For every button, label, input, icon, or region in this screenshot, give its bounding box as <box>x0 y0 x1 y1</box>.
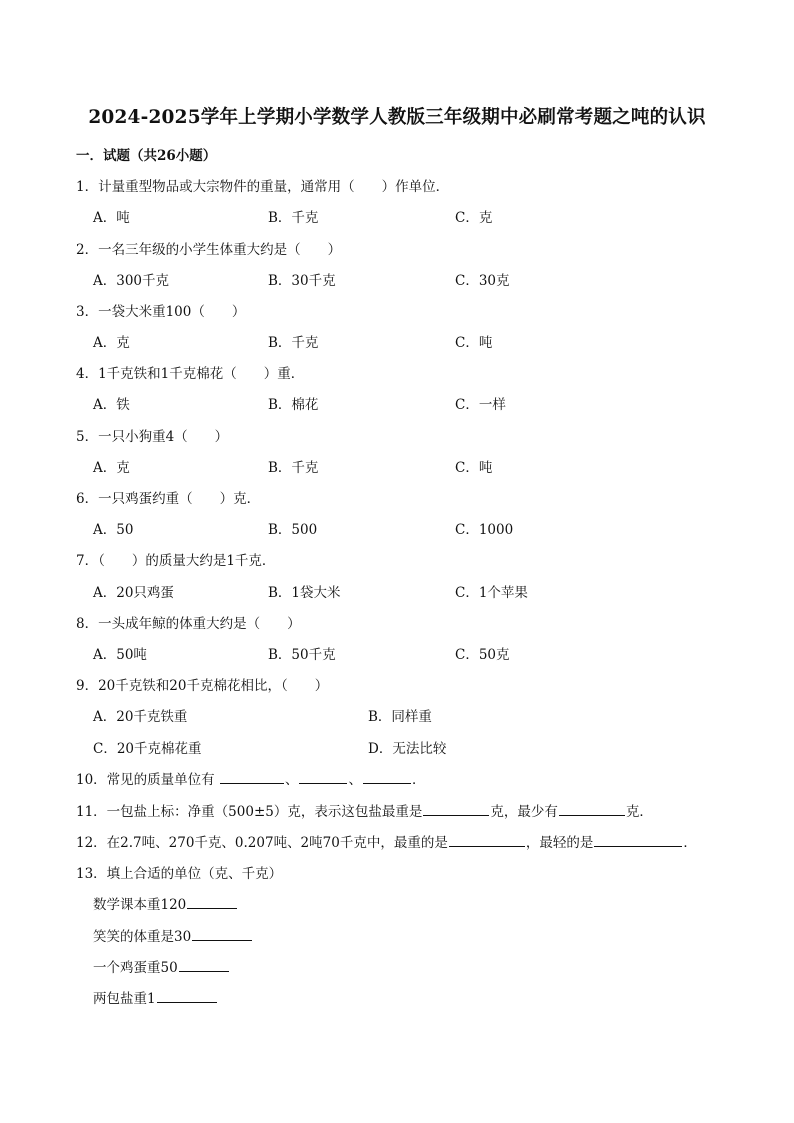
question-13: 13．填上合适的单位（克、千克） <box>76 866 283 882</box>
q10-separator-1: 、 <box>284 772 299 788</box>
q13-item-3 <box>93 956 230 976</box>
q9-option-b[interactable]: B．同样重 <box>368 709 432 725</box>
page-title: 2024-2025学年上学期小学数学人教版三年级期中必刷常考题之吨的认识 <box>88 107 706 128</box>
q2-option-b[interactable]: B．30千克 <box>268 273 336 289</box>
q10-separator-2: 、 <box>348 772 362 788</box>
q13-item-2 <box>93 925 253 945</box>
q7-option-a[interactable]: A．20只鸡蛋 <box>93 585 174 601</box>
q13-item-1 <box>93 893 238 913</box>
q13-item-2-text: 笑笑的体重是30 <box>93 929 192 945</box>
question-5: 5．一只小狗重4（ ） <box>76 429 229 445</box>
q3-option-c[interactable]: C．吨 <box>455 335 493 351</box>
q13-item-4-text: 两包盐重1 <box>93 991 156 1007</box>
q13-item-3-blank[interactable] <box>179 958 229 972</box>
q11-blank-min[interactable] <box>559 802 625 816</box>
question-7: 7．（ ）的质量大约是1千克． <box>76 553 276 569</box>
q5-option-a[interactable]: A．克 <box>93 460 130 476</box>
q10-text: 10．常见的质量单位有 <box>76 772 215 788</box>
q2-option-c[interactable]: C．30克 <box>455 273 510 289</box>
question-3: 3．一袋大米重100（ ） <box>76 304 246 320</box>
section-heading: 一．试题（共26小题） <box>76 148 217 164</box>
q11-blank-max[interactable] <box>423 802 489 816</box>
q12-end: ． <box>683 835 697 851</box>
question-11 <box>76 800 653 820</box>
q9-option-a[interactable]: A．20千克铁重 <box>93 709 188 725</box>
q2-option-a[interactable]: A．300千克 <box>93 273 170 289</box>
q9-option-c[interactable]: C．20千克棉花重 <box>93 741 202 757</box>
question-9: 9．20千克铁和20千克棉花相比，（ ） <box>76 678 329 694</box>
q9-option-d[interactable]: D．无法比较 <box>368 741 447 757</box>
q8-option-c[interactable]: C．50克 <box>455 647 510 663</box>
question-10 <box>76 768 425 788</box>
q3-option-a[interactable]: A．克 <box>93 335 130 351</box>
q6-option-c[interactable]: C．1000 <box>455 522 514 538</box>
q12-text: 12．在2.7吨、270千克、0.207吨、2吨70千克中，最重的是 <box>76 835 448 851</box>
question-2: 2．一名三年级的小学生体重大约是（ ） <box>76 242 342 258</box>
q13-item-1-text: 数学课本重120 <box>93 897 187 913</box>
q7-option-c[interactable]: C．1个苹果 <box>455 585 528 601</box>
question-4: 4．1千克铁和1千克棉花（ ）重． <box>76 366 305 382</box>
q8-option-a[interactable]: A．50吨 <box>93 647 147 663</box>
q13-item-3-text: 一个鸡蛋重50 <box>93 960 178 976</box>
q11-text: 11．一包盐上标：净重（500±5）克，表示这包盐最重是 <box>76 804 423 820</box>
q1-option-a[interactable]: A．吨 <box>93 210 130 226</box>
q10-blank-1[interactable] <box>220 770 284 784</box>
q13-item-2-blank[interactable] <box>192 927 252 941</box>
q12-blank-lightest[interactable] <box>594 833 682 847</box>
q8-option-b[interactable]: B．50千克 <box>268 647 336 663</box>
q1-option-b[interactable]: B．千克 <box>268 210 319 226</box>
q10-end: ． <box>411 772 426 788</box>
q5-option-c[interactable]: C．吨 <box>455 460 493 476</box>
q1-option-c[interactable]: C．克 <box>455 210 493 226</box>
q4-option-c[interactable]: C．一样 <box>455 397 506 413</box>
q5-option-b[interactable]: B．千克 <box>268 460 319 476</box>
q11-mid: 克，最少有 <box>490 804 558 820</box>
q6-option-a[interactable]: A．50 <box>93 522 134 538</box>
q6-option-b[interactable]: B．500 <box>268 522 318 538</box>
question-6: 6．一只鸡蛋约重（ ）克． <box>76 491 261 507</box>
q4-option-b[interactable]: B．棉花 <box>268 397 319 413</box>
q13-item-1-blank[interactable] <box>187 895 237 909</box>
q7-option-b[interactable]: B．1袋大米 <box>268 585 341 601</box>
question-8: 8．一头成年鲸的体重大约是（ ） <box>76 616 301 632</box>
q12-blank-heaviest[interactable] <box>449 833 525 847</box>
q11-end: 克． <box>625 804 653 820</box>
q12-mid: ，最轻的是 <box>525 835 594 851</box>
q10-blank-3[interactable] <box>363 770 411 784</box>
q13-item-4-blank[interactable] <box>157 989 217 1003</box>
question-1: 1．计量重型物品或大宗物件的重量，通常用（ ）作单位． <box>76 179 450 195</box>
q4-option-a[interactable]: A．铁 <box>93 397 130 413</box>
q3-option-b[interactable]: B．千克 <box>268 335 319 351</box>
q13-item-4 <box>93 987 218 1007</box>
q10-blank-2[interactable] <box>299 770 347 784</box>
question-12 <box>76 831 697 851</box>
